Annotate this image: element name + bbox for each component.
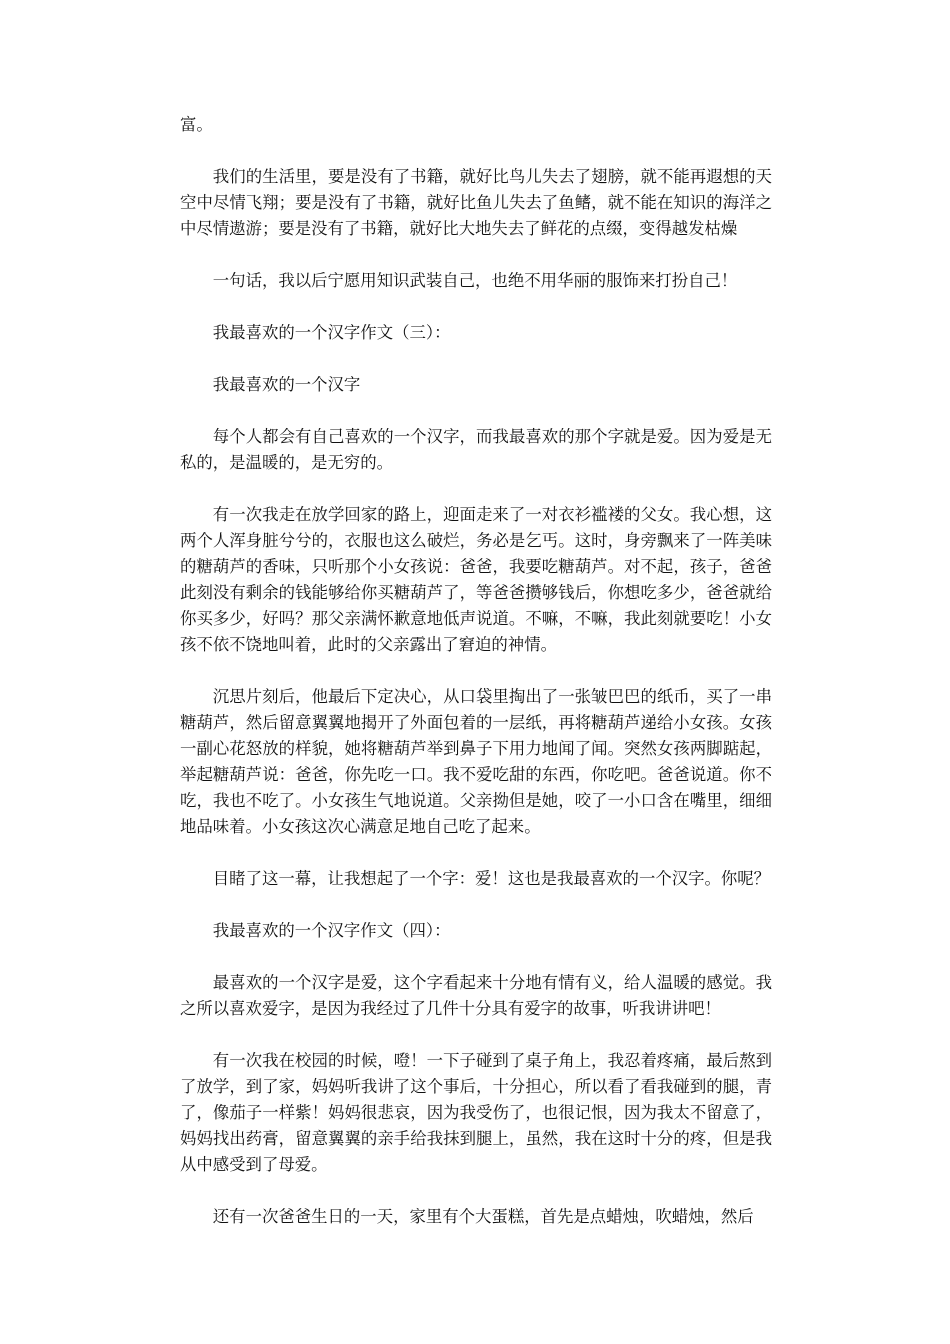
paragraph-candied-haws: 沉思片刻后，他最后下定决心，从口袋里掏出了一张皱巴巴的纸币，买了一串糖葫芦，然后留意翼翼地揭开了外面包着的一层纸，再将糖葫芦递给小女孩。女孩一副心花怒放的样貌，她将糖葫芦举到鼻子下用力地闻了闻。突然女孩两脚踮起，举起糖葫芦说：爸爸，你先吃一口。我不爱吃甜的东西，你吃吧。爸爸说道。你不吃，我也不吃了。小女孩生气地说道。父亲拗但是她，咬了一小口含在嘴里，细细地品味着。小女孩这次心满意足地自己吃了起来。 bbox=[180, 687, 772, 836]
essay-heading-four: 我最喜欢的一个汉字作文（四）： bbox=[212, 921, 451, 940]
paragraph-books: 我们的生活里，要是没有了书籍，就好比鸟儿失去了翅膀，就不能再遐想的天空中尽情飞翔；要是没有了书籍，就好比鱼儿失去了鱼鳍，就不能在知识的海洋之中尽情遨游；要是没有了书籍，就好比大地失去了鲜花的点缀，变得越发枯燥 bbox=[180, 167, 772, 238]
paragraph-birthday: 还有一次爸爸生日的一天，家里有个大蛋糕，首先是点蜡烛，吹蜡烛，然后 bbox=[212, 1207, 754, 1226]
essay-heading-three: 我最喜欢的一个汉字作文（三）： bbox=[212, 323, 451, 342]
document-page bbox=[180, 112, 772, 1256]
paragraph-favorite-char: 最喜欢的一个汉字是爱，这个字看起来十分地有情有义，给人温暖的感觉。我之所以喜欢爱字，是因为我经过了几件十分具有爱字的故事，听我讲讲吧！ bbox=[180, 973, 772, 1018]
paragraph-school-injury: 有一次我在校园的时候，噔！一下子碰到了桌子角上，我忍着疼痛，最后熬到了放学，到了家，妈妈听我讲了这个事后，十分担心，所以看了看我碰到的腿，青了，像茄子一样紫！妈妈很悲哀，因为我受伤了，也很记恨，因为我太不留意了，妈妈找出药膏，留意翼翼的亲手给我抹到腿上，虽然，我在这时十分的疼，但是我从中感受到了母爱。 bbox=[180, 1051, 772, 1174]
paragraph-witness: 目睹了这一幕，让我想起了一个字：爱！这也是我最喜欢的一个汉字。你呢？ bbox=[212, 869, 771, 888]
paragraph-continuation: 富。 bbox=[180, 115, 213, 134]
paragraph-father-daughter: 有一次我走在放学回家的路上，迎面走来了一对衣衫褴褛的父女。我心想，这两个人浑身脏兮兮的，衣服也这么破烂，务必是乞丐。这时，身旁飘来了一阵美味的糖葫芦的香味，只听那个小女孩说：爸爸，我要吃糖葫芦。对不起，孩子，爸爸此刻没有剩余的钱能够给你买糖葫芦了，等爸爸攒够钱后，你想吃多少，爸爸就给你买多少，好吗？那父亲满怀歉意地低声说道。不嘛，不嘛，我此刻就要吃！小女孩不依不饶地叫着，此时的父亲露出了窘迫的神情。 bbox=[180, 505, 772, 654]
paragraph-conclusion: 一句话，我以后宁愿用知识武装自己，也绝不用华丽的服饰来打扮自己！ bbox=[212, 271, 738, 290]
paragraph-intro-love: 每个人都会有自己喜欢的一个汉字，而我最喜欢的那个字就是爱。因为爱是无私的，是温暖的，是无穷的。 bbox=[180, 427, 772, 472]
essay-title: 我最喜欢的一个汉字 bbox=[212, 375, 361, 394]
